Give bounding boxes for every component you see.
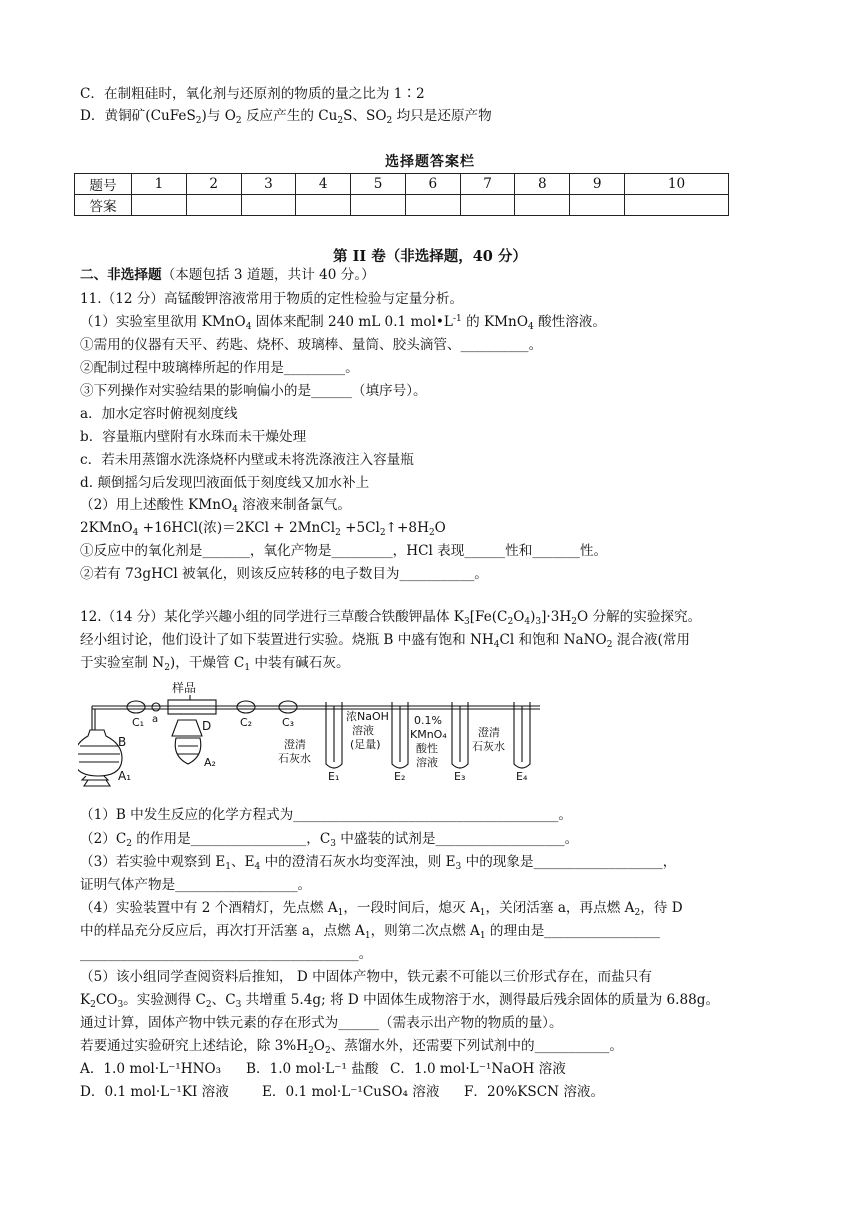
q12-option-f: F．20%KSCN 溶液。 — [464, 1084, 605, 1100]
answer-cell[interactable] — [570, 195, 625, 216]
answer-cell[interactable] — [460, 195, 515, 216]
label-e1-line2: 石灰水 — [278, 752, 311, 765]
label-d: D — [202, 719, 212, 733]
answer-cell[interactable] — [296, 195, 351, 216]
q11-option-c: c．若未用蒸馏水洗涤烧杯内壁或未将洗涤液注入容量瓶 — [80, 452, 414, 468]
q11-option-b: b．容量瓶内壁附有水珠而未干燥处理 — [80, 429, 307, 445]
label-b: B — [118, 735, 127, 749]
label-e1-line1: 澄清 — [284, 738, 306, 751]
q12-part1: （1）B 中发生反应的化学方程式为_______________________________________。 — [80, 807, 572, 823]
question-number: 10 — [625, 174, 729, 195]
question-number: 4 — [296, 174, 351, 195]
q11-part1: （1）实验室里欲用 KMnO$_4$ 固体来配制 240 mL 0.1 $mol•L^{-1}$ 的 KMnO$_4$ 酸性溶液。 — [80, 314, 606, 332]
q12-part4-line3: _________________________________________。 — [80, 946, 373, 962]
option-c-prev: C．在制粗硅时，氧化剂与还原剂的物质的量之比为 1∶2 — [80, 86, 425, 102]
q11-question-r1: ①反应中的氧化剂是_______，氧化产物是_________，HCl 表现______性和_______性。 — [80, 543, 608, 559]
q12-part5-line4: 若要通过实验研究上述结论，除 $3\%H_2O_2$、蒸馏水外，还需要下列试剂中的___________。 — [80, 1038, 623, 1056]
option-d-prev: D．黄铜矿(CuFeS$_2$)与 $O_2$ 反应产生的 $Cu_2S$、$SO_2$ 均只是还原产物 — [80, 108, 492, 126]
label-e4: E₄ — [516, 770, 528, 783]
label-e1: E₁ — [328, 770, 340, 783]
question-number: 2 — [186, 174, 241, 195]
q12-part3-line2: 证明气体产物是__________________。 — [80, 877, 312, 893]
q11-option-d: d. 颠倒摇匀后发现凹液面低于刻度线又加水补上 — [80, 475, 370, 491]
answer-table-answer-row — [75, 195, 729, 216]
answer-cell[interactable] — [241, 195, 296, 216]
label-c2: C₂ — [240, 716, 253, 729]
test-tube-e1 — [326, 702, 342, 768]
label-c1: C₁ — [132, 716, 145, 729]
label-e3-line2: KMnO₄ — [410, 728, 447, 741]
label-e4-line1: 澄清 — [478, 726, 500, 739]
answer-cell[interactable] — [405, 195, 460, 216]
q12-part5-line3: 通过计算，固体产物中铁元素的存在形式为______（需表示出产物的物质的量）。 — [80, 1015, 563, 1031]
q12-option-a: A．1.0 mol·L⁻¹HNO₃ — [80, 1061, 222, 1077]
q12-part4-line2: 中的样品充分反应后，再次打开活塞 a，点燃 $A_1$，则第二次点燃 $A_1$ 的理由是_________________ — [80, 923, 660, 941]
label-e2-line3: (足量) — [350, 738, 381, 751]
q12-part4: （4）实验装置中有 2 个酒精灯，先点燃 $A_1$，一段时间后，熄灭 $A_1$，关闭活塞 a，再点燃 $A_2$，待 D — [80, 900, 683, 918]
q12-line3: 于实验室制 $N_2$)，干燥管 $C_1$ 中装有碱石灰。 — [80, 655, 350, 673]
test-tube-e3 — [452, 702, 468, 768]
q11-item1: ①需用的仪器有天平、药匙、烧杯、玻璃棒、量筒、胶头滴管、__________。 — [80, 337, 543, 353]
q11-title: 11.（12 分）高锰酸钾溶液常用于物质的定性检验与定量分析。 — [80, 291, 464, 307]
q12-option-b: B．1.0 mol·L⁻¹ 盐酸 — [246, 1061, 379, 1077]
row-label: 题号 — [75, 174, 132, 195]
label-e3-line4: 溶液 — [416, 756, 438, 769]
q12-option-d: D．0.1 mol·L⁻¹KI 溶液 — [80, 1084, 229, 1100]
label-e3-line1: 0.1% — [414, 714, 442, 727]
question-number: 7 — [460, 174, 515, 195]
q11-item2: ②配制过程中玻璃棒所起的作用是_________。 — [80, 360, 359, 376]
section-heading: 二、非选择题（本题包括 3 道题，共计 40 分。） — [80, 267, 375, 283]
q11-item3: ③下列操作对实验结果的影响偏小的是______（填序号）。 — [80, 383, 427, 399]
q12-part5-line2: $K_2CO_3$。实验测得 $C_2$、$C_3$ 共增重 5.4g; 将 D 中固体生成物溶于水，测得最后残余固体的质量为 6.88g。 — [80, 992, 720, 1010]
section-title: 第 II 卷（非选择题，40 分） — [333, 248, 527, 265]
apparatus-diagram — [78, 676, 558, 788]
answer-table-title: 选择题答案栏 — [385, 154, 475, 170]
test-tube-e4 — [514, 702, 530, 768]
q11-option-a: a．加水定容时俯视刻度线 — [80, 406, 238, 422]
question-number: 8 — [515, 174, 570, 195]
q12-option-e: E．0.1 mol·L⁻¹CuSO₄ 溶液 — [262, 1084, 440, 1100]
answer-table — [74, 173, 729, 216]
label-sample: 样品 — [172, 681, 197, 695]
q12-line2: 经小组讨论，他们设计了如下装置进行实验。烧瓶 B 中盛有饱和 $NH_4Cl$ 和饱和 NaNO$_2$ 混合液(常用 — [80, 632, 691, 650]
question-number: 6 — [405, 174, 460, 195]
answer-cell[interactable] — [515, 195, 570, 216]
q12-title: 12.（14 分）某化学兴趣小组的同学进行三草酸合铁酸钾晶体 $K_3[Fe(C_2O_4)_3]\cdot 3H_2O$ 分解的实验探究。 — [80, 609, 702, 627]
test-tube-e2 — [392, 702, 408, 768]
label-e3: E₃ — [454, 770, 466, 783]
q11-part2: （2）用上述酸性 KMnO$_4$ 溶液来制备氯气。 — [80, 497, 351, 515]
answer-cell[interactable] — [132, 195, 187, 216]
answer-cell[interactable] — [186, 195, 241, 216]
answer-table-number-row — [75, 174, 729, 195]
q12-option-c: C．1.0 mol·L⁻¹NaOH 溶液 — [390, 1061, 566, 1077]
q12-part2: $(2)C_2$ 的作用是_________________，$C_3$ 中盛装的试剂是___________________。 — [80, 831, 579, 849]
q11-question-r2: ②若有 73gHCl 被氧化，则该反应转移的电子数目为___________。 — [80, 566, 488, 582]
label-e2-line2: 溶液 — [352, 724, 374, 737]
question-number: 5 — [351, 174, 406, 195]
q12-part3: （3）若实验中观察到 $E_1$、$E_4$ 中的澄清石灰水均变浑浊，则 $E_3$ 中的现象是___________________， — [80, 854, 677, 872]
label-e2: E₂ — [394, 770, 406, 783]
question-number: 3 — [241, 174, 296, 195]
answer-cell[interactable] — [625, 195, 729, 216]
label-a1: A₁ — [118, 769, 132, 783]
label-a: a — [152, 714, 159, 725]
q12-part5: （5）该小组同学查阅资料后推知， D 中固体产物中，铁元素不可能以三价形式存在，而盐只有 — [80, 969, 652, 985]
question-number: 1 — [132, 174, 187, 195]
row-label: 答案 — [75, 195, 132, 216]
question-number: 9 — [570, 174, 625, 195]
answer-cell[interactable] — [351, 195, 406, 216]
label-e4-line2: 石灰水 — [472, 740, 505, 753]
label-c3: C₃ — [282, 716, 295, 729]
label-e2-line1: 浓NaOH — [346, 710, 389, 723]
q11-equation: 2KMnO$_4$ +16HCl(浓)＝2KCl + 2MnCl$_2$ $+5Cl_2↑+8H_2O$ — [80, 520, 446, 538]
label-e3-line3: 酸性 — [416, 742, 438, 755]
label-a2: A₂ — [204, 756, 216, 769]
